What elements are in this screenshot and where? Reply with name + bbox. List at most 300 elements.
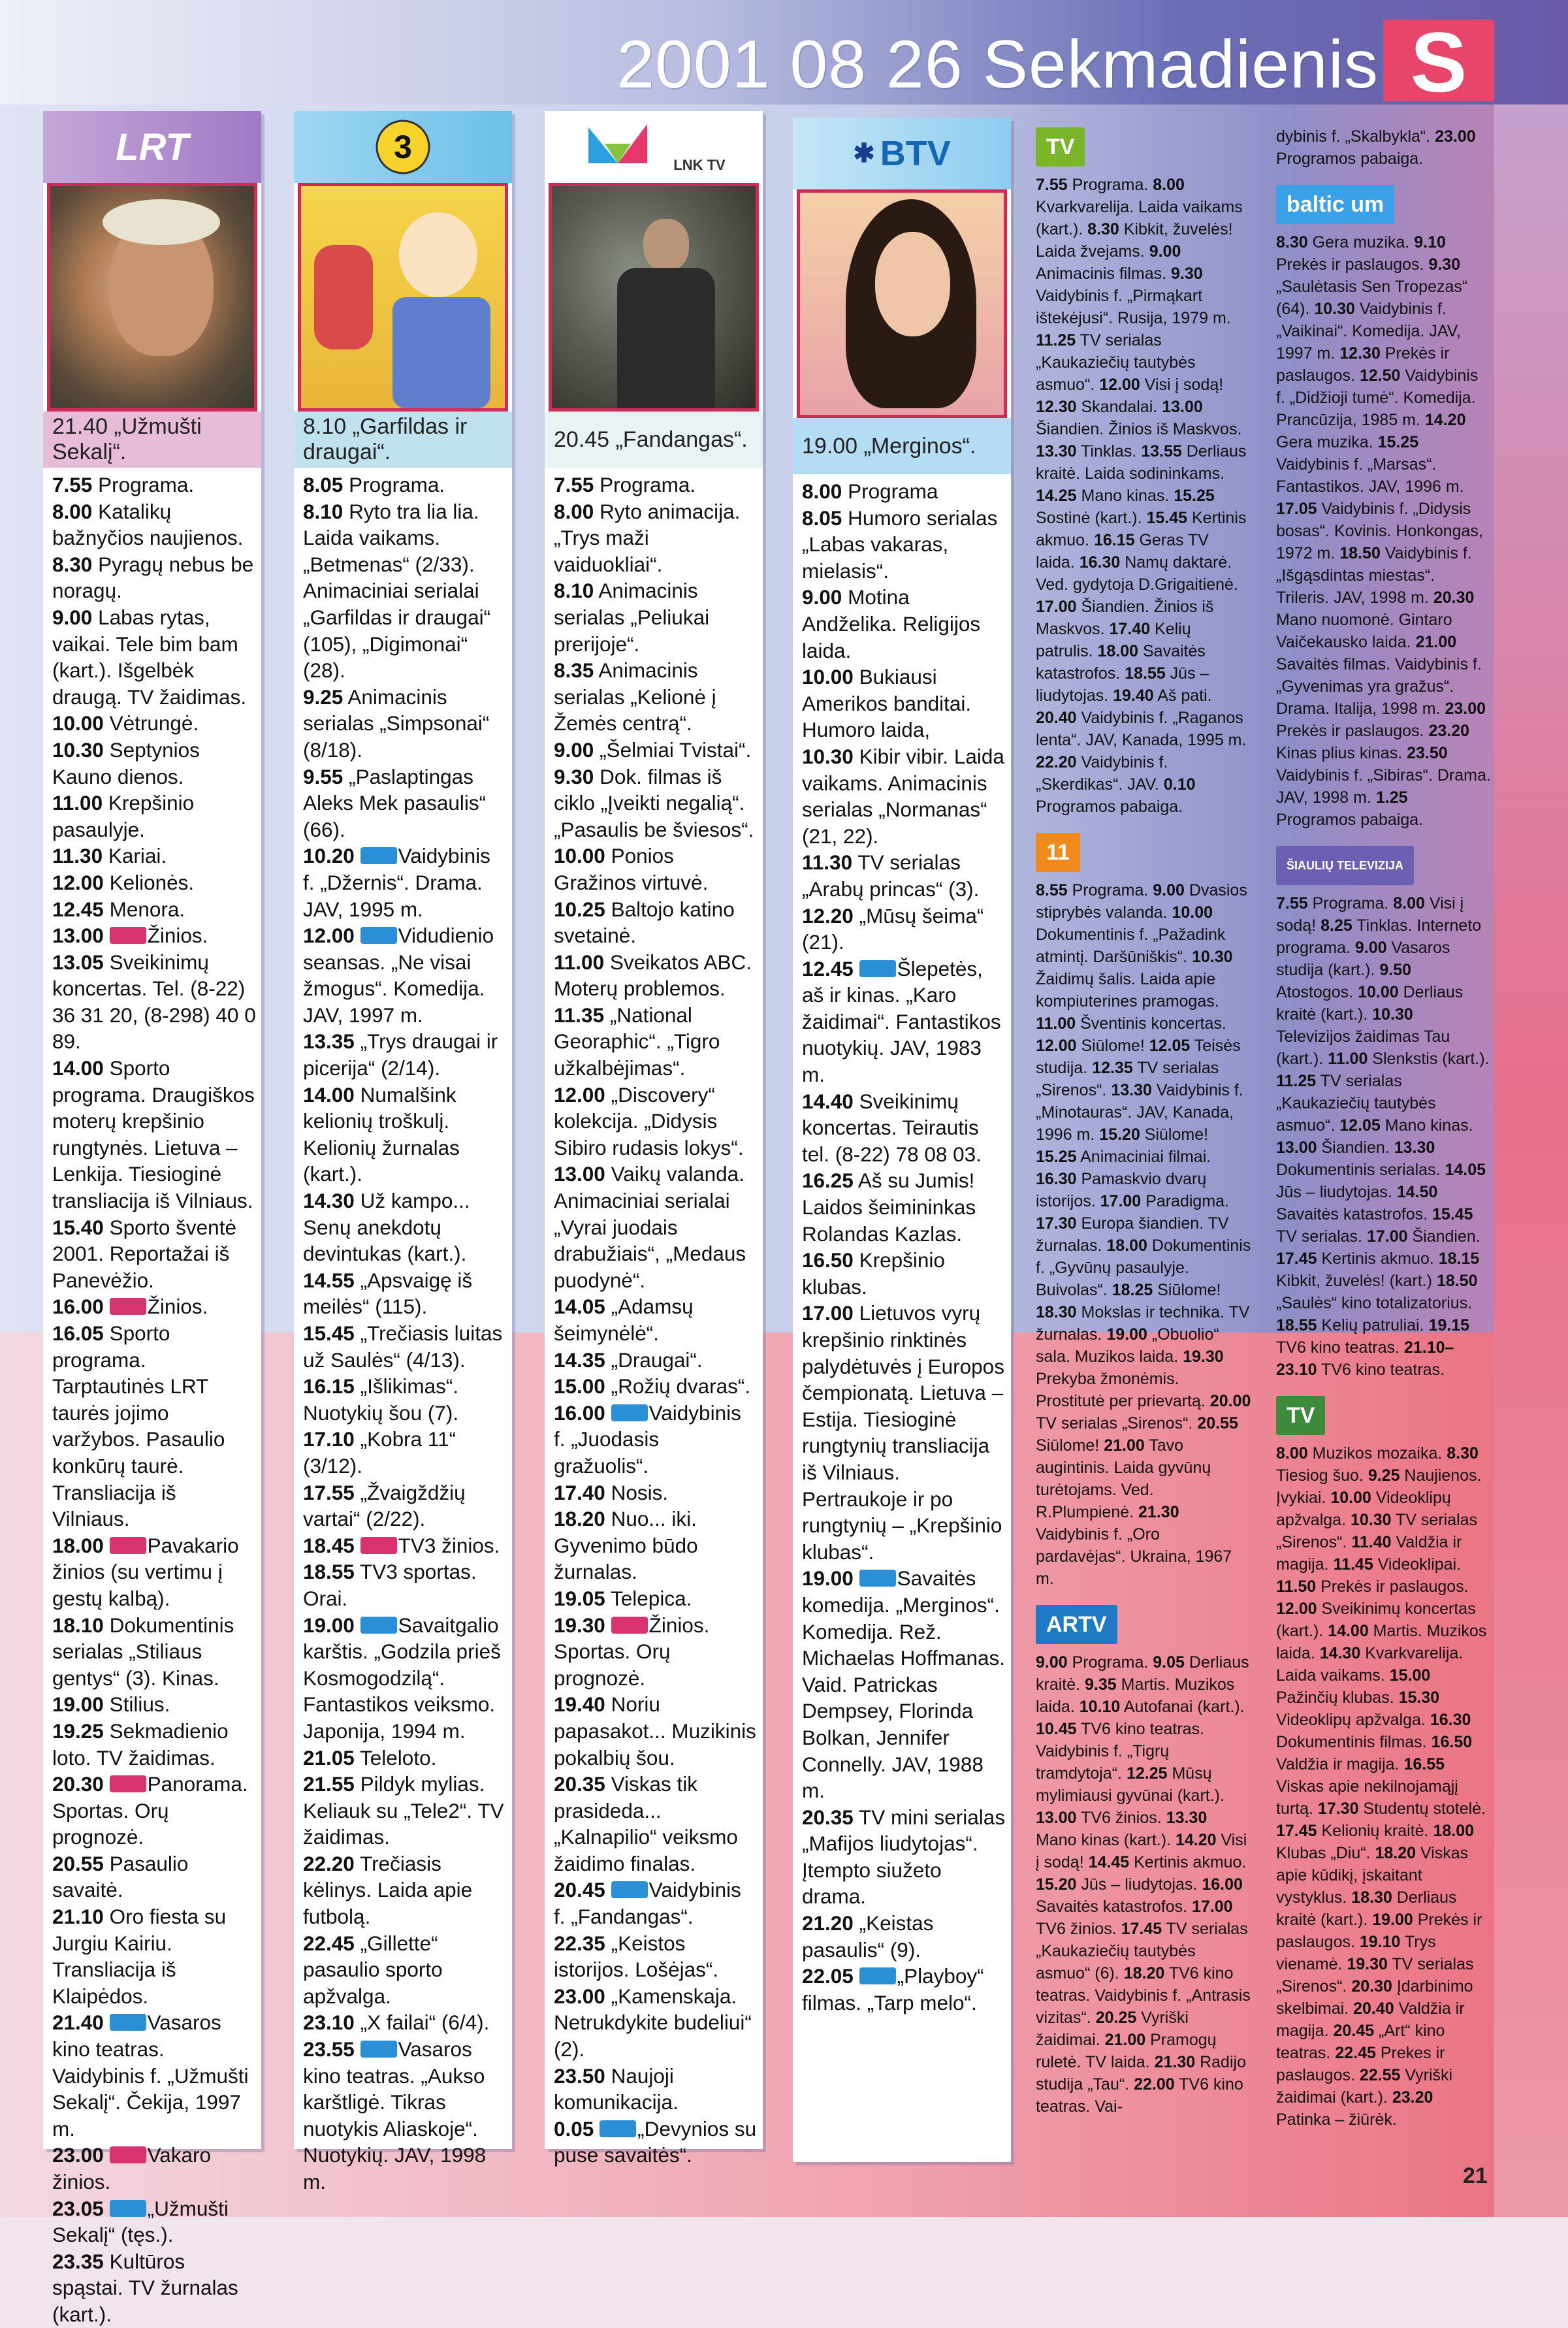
film-badge-icon — [611, 1881, 648, 1898]
regional-logo-text: ŠIAULIŲ TELEVIZIJA — [1276, 846, 1414, 885]
listing-time: 20.30 — [52, 1772, 104, 1796]
listing-title: Lietuvos vyrų krepšinio rinktinės palydėtuvės į Europos čempionatą. Lietuva – Estija. Tiesioginė rungtynių transliacija iš Vilniaus. Pertraukoje ir po rungtynių – „Krepšinio klubas“. — [802, 1301, 1004, 1564]
listing-entry — [52, 1851, 256, 1903]
portrait-hair — [103, 199, 220, 245]
listing-time: 17.00 — [802, 1301, 854, 1325]
listing-title: Sekmadienio loto. TV žaidimas. — [52, 1719, 229, 1770]
listing-time: 12.45 — [52, 897, 104, 921]
listing-title: Programa. — [349, 473, 445, 496]
channel-logo-lrt — [43, 111, 261, 183]
listing-title: TV mini serialas „Mafijos liudytojas“. Įtempto siužeto drama. — [802, 1805, 1006, 1909]
listing-time: 11.00 — [52, 791, 103, 815]
listing-title: Animacinis serialas „Peliukai prerijoje“. — [554, 579, 710, 656]
listing-title: Kultūros spąstai. TV žurnalas (kart.). — [52, 2249, 238, 2326]
listing-time: 19.40 — [554, 1692, 605, 1717]
listing-title: „Draugai“. — [611, 1348, 703, 1372]
listing-title: „Paslaptingas Aleks Mek pasaulis“ (66). — [303, 764, 487, 841]
listing-entry — [52, 1691, 256, 1718]
listing-entry — [303, 1082, 507, 1188]
listing-time: 23.00 — [554, 1984, 605, 2008]
listing-entry — [554, 1983, 758, 2063]
listing-title: Žinios. — [147, 1295, 208, 1319]
listing-time: 23.10 — [303, 2011, 355, 2035]
listing-time: 7.55 — [554, 473, 594, 496]
film-badge-icon — [859, 1570, 896, 1587]
listing-entry — [554, 1585, 758, 1612]
listing-time: 16.00 — [52, 1295, 104, 1319]
regional-channel-block — [1036, 124, 1251, 818]
regional-channel-logo — [1036, 124, 1251, 170]
listing-title: Panorama. Sportas. Orų prognozė. — [52, 1772, 248, 1849]
listing-title: „Trys draugai ir picerija“ (2/14). — [303, 1029, 498, 1080]
listing-time: 22.05 — [802, 1964, 854, 1988]
listing-title: Motina Andželika. Religijos laida. — [802, 585, 981, 662]
listing-entry — [303, 1267, 507, 1320]
regional-logo-text: TV — [1036, 127, 1085, 167]
listing-time: 12.45 — [802, 956, 854, 980]
listing-time: 23.05 — [52, 2196, 104, 2220]
listing-time: 9.00 — [554, 737, 594, 762]
listing-time: 18.00 — [52, 1533, 104, 1557]
listing-time: 14.40 — [802, 1089, 854, 1113]
listing-time: 22.45 — [303, 1931, 355, 1955]
cartoon-character-body — [392, 297, 490, 408]
listing-time: 14.05 — [554, 1295, 605, 1319]
listing-entry — [554, 896, 758, 949]
listing-title: Bukiausi Amerikos banditai. Humoro laida, — [802, 665, 972, 742]
listing-title: Telepica. — [611, 1586, 692, 1610]
listing-entry — [52, 1055, 256, 1214]
film-badge-icon — [360, 2041, 397, 2058]
regional-schedule-text: 7.55 Programa. 8.00 Kvarkvarelija. Laida vaikams (kart.). 8.30 Kibkit, žuvelės! Laida žvejams. 9.00 Animacinis filmas. 9.30 Vaidybinis f. „Pirmąkart ištekėjusi“. Rusija, 1979 m. 11.25 TV serialas „Kaukaziečių tautybės asmuo“. 12.00 Visi į sodą! 12.30 Skandalai. 13.00 Šiandien. Žinios iš Maskvos. 13.30 Tinklas. 13.55 Derliaus kraitė. Laida sodininkams. 14.25 Mano kinas. 15.25 Sostinė (kart.). 15.45 Kertinis akmuo. 16.15 Geras TV laida. 16.30 Namų daktarė. Ved. gydytoja D.Grigaitienė. 17.00 Šiandien. Žinios iš Maskvos. 17.40 Kelių patrulis. 18.00 Savaitės katastrofos. 18.55 Jūs – liudytojas. 19.40 Aš pati. 20.40 Vaidybinis f. „Raganos lenta“. JAV, Kanada, 1995 m. 22.20 Vaidybinis f. „Skerdikas“. JAV. 0.10 Programos pabaiga. — [1036, 176, 1247, 816]
listing-title: Aš su Jumis! Laidos šeimininkas Rolandas Kazlas. — [802, 1169, 976, 1246]
news-badge-icon — [611, 1617, 648, 1634]
listing-time: 17.55 — [303, 1480, 355, 1504]
listing-title: Labas rytas, vaikai. Tele bim bam (kart.). Išgelbėk draugą. TV žaidimas. — [52, 605, 247, 709]
listing-entry — [52, 1320, 256, 1532]
listing-title: Kelionės. — [109, 870, 195, 894]
listing-time: 8.05 — [802, 506, 842, 530]
channel-logo-btv — [793, 118, 1011, 189]
listing-time: 10.30 — [52, 737, 104, 762]
listing-time: 10.30 — [802, 744, 854, 768]
listing-time: 13.00 — [554, 1162, 605, 1186]
listing-entry — [554, 1612, 758, 1692]
listing-entry — [303, 1532, 507, 1559]
news-badge-icon — [110, 1775, 146, 1792]
channel-logo-lnk — [545, 111, 763, 183]
listing-entry — [52, 1293, 256, 1320]
listing-title: Savaitės komedija. „Merginos“. Komedija. Rež. Michaelas Hoffmanas. Vaid. Patrickas Dempsey, Florinda Bolkan, Jennifer Connelly. JAV, 1988 m. — [802, 1566, 1006, 1803]
btv-star-icon: ✱ — [853, 139, 875, 168]
listing-title: Noriu papasakot... Muzikinis pokalbių šou. — [554, 1692, 756, 1770]
listing-entry — [303, 1028, 507, 1081]
listing-title: Animacinis serialas „Simpsonai“ (8/18). — [303, 685, 490, 762]
listing-title: Dok. filmas iš ciklo „Įveikti negalią“. „Pasaulis be šviesos“. — [554, 764, 754, 841]
listing-entry — [554, 1691, 758, 1771]
listing-entry — [52, 2248, 256, 2328]
listing-title: Kariai. — [108, 844, 167, 868]
listing-entry — [554, 1293, 758, 1346]
listing-title: Pyragų nebus be noragų. — [52, 552, 254, 603]
listing-entry — [554, 1930, 758, 1983]
listing-title: „Kobra 11“ (3/12). — [303, 1427, 456, 1478]
film-badge-icon — [110, 2200, 146, 2217]
listing-time: 19.00 — [802, 1566, 854, 1591]
btv-logo-text: BTV — [880, 134, 951, 173]
listing-title: Naujoji komunikacija. — [554, 2063, 679, 2114]
listing-entry — [52, 498, 256, 551]
news-badge-icon — [110, 1298, 146, 1315]
listing-time: 12.00 — [554, 1082, 605, 1107]
regional-schedule-text: 9.00 Programa. 9.05 Derliaus kraitė. 9.35 Martis. Muzikos laida. 10.10 Autofanai (kart.). 10.45 TV6 kino teatras. Vaidybinis f. „Tigrų tramdytoja“. 12.25 Mūsų mylimiausi gyvūnai (kart.). 13.00 TV6 žinios. 13.30 Mano kinas (kart.). 14.20 Visi į sodą! 14.45 Kertinis akmuo. 15.20 Jūs – liudytojas. 16.00 Savaitės katastrofos. 17.00 TV6 žinios. 17.45 TV serialas „Kaukaziečių tautybės asmuo“ (6). 18.20 TV6 kino teatras. Vaidybinis f. „Antrasis vizitas“. 20.25 Vyriški žaidimai. 21.00 Pramogų ruletė. TV laida. 21.30 Radijo studija „Tau“. 22.00 TV6 kino teatras. Vai- — [1036, 1653, 1251, 2116]
listing-title: Numalšink kelionių troškulį. Kelionių žurnalas (kart.). — [303, 1082, 460, 1186]
listing-time: 8.00 — [52, 499, 93, 523]
listing-entry — [52, 604, 256, 710]
listing-time: 14.00 — [52, 1056, 104, 1080]
listing-title: Menora. — [109, 897, 185, 921]
listings-btv — [793, 474, 1011, 2016]
listing-entry — [554, 737, 758, 764]
listing-title: „Devynios su puse savaitės“. — [554, 2116, 757, 2167]
listing-time: 18.20 — [554, 1507, 605, 1531]
listing-title: „Adamsų šeimynėlė“. — [554, 1295, 694, 1345]
listing-entry — [554, 577, 758, 657]
listing-entry — [554, 1161, 758, 1293]
listing-title: Ryto animacija. „Trys maži vaiduokliai“. — [554, 499, 741, 576]
listing-time: 22.20 — [303, 1851, 355, 1875]
listing-time: 22.35 — [554, 1931, 605, 1955]
listing-entry — [52, 1903, 256, 2009]
listing-title: Pavakario žinios (su vertimu į gestų kalbą). — [52, 1533, 239, 1610]
film-badge-icon — [859, 1967, 896, 1984]
listing-entry — [554, 843, 758, 896]
listing-time: 21.55 — [303, 1772, 355, 1796]
listing-entry — [802, 743, 1006, 849]
listing-time: 10.00 — [802, 665, 854, 689]
listing-entry — [802, 1910, 1006, 1963]
listing-time: 19.05 — [554, 1586, 605, 1610]
listing-entry — [802, 584, 1006, 664]
listing-time: 12.00 — [52, 870, 104, 894]
regional-column-left — [1036, 124, 1251, 2129]
listing-entry — [52, 2009, 256, 2142]
featured-caption-lrt — [43, 412, 261, 468]
listing-time: 16.00 — [554, 1400, 605, 1425]
listing-time: 12.00 — [303, 924, 355, 948]
listing-entry — [303, 1559, 507, 1611]
listing-time: 14.30 — [303, 1189, 355, 1213]
listing-time: 15.45 — [303, 1321, 355, 1345]
listing-title: Programa. — [600, 473, 696, 496]
listing-title: Nosis. — [611, 1480, 669, 1504]
regional-schedule-text: 8.00 Muzikos mozaika. 8.30 Tiesiog šuo. 9.25 Naujienos. Įvykiai. 10.00 Videoklipų apžvalga. 10.30 TV serialas „Sirenos“. 11.40 Valdžia ir magija. 11.45 Videoklipai. 11.50 Prekės ir paslaugos. 12.00 Sveikinimų koncertas (kart.). 14.00 Martis. Muzikos laida. 14.30 Kvarkvarelija. Laida vaikams. 15.00 Pažinčių klubas. 15.30 Videoklipų apžvalga. 16.30 Dokumentinis filmas. 16.50 Valdžia ir magija. 16.55 Viskas apie nekilnojamąjį turtą. 17.30 Studentų stotelė. 17.45 Kelionių kraitė. 18.00 Klubas „Diu“. 18.20 Viskas apie kūdikį, įskaitant vystyklus. 18.30 Derliaus kraitė (kart.). 19.00 Prekės ir paslaugos. 19.10 Trys vienamė. 19.30 TV serialas „Sirenos“. 20.30 Įdarbinimo skelbimai. 20.40 Valdžia ir magija. 20.45 „Art“ kino teatras. 22.45 Prekes ir paslaugos. 22.55 Vyriški žaidimai (kart.). 23.20 Patinka – žiūrėk. — [1276, 1444, 1487, 2129]
listing-title: „National Georaphic“. „Tigro užkalbėjimas“. — [554, 1003, 720, 1080]
listing-title: Sveikinimų koncertas. Tel. (8-22) 36 31 20, (8-298) 40 0 89. — [52, 950, 256, 1054]
listing-entry — [52, 737, 256, 790]
actor-face — [643, 219, 689, 271]
listing-time: 23.55 — [303, 2037, 355, 2061]
listing-title: „Playboy“ filmas. „Tarp melo“. — [802, 1964, 984, 2014]
listing-title: „Šelmiai Tvistai“. — [600, 737, 752, 762]
listing-entry — [554, 1506, 758, 1585]
regional-channel-logo — [1036, 830, 1251, 875]
listing-title: Sporto šventė 2001. Reportažai iš Panevėžio. — [52, 1215, 236, 1292]
listing-entry — [554, 1082, 758, 1161]
listing-entry — [554, 1771, 758, 1877]
film-badge-icon — [611, 1404, 648, 1421]
listing-time: 16.50 — [802, 1248, 854, 1272]
listing-entry — [52, 790, 256, 843]
listing-time: 15.00 — [554, 1374, 605, 1398]
day-letter: S — [1410, 14, 1467, 110]
listing-time: 10.00 — [52, 711, 104, 736]
featured-caption-text: 8.10 „Garfildas ir draugai“. — [303, 414, 468, 464]
listing-entry — [52, 949, 256, 1055]
listings-lnk — [545, 468, 763, 2169]
listing-entry — [303, 498, 507, 684]
listing-time: 18.10 — [52, 1613, 104, 1637]
actor-body — [617, 268, 715, 412]
regional-channel-block — [1276, 182, 1492, 831]
listing-entry — [303, 1320, 507, 1373]
listing-entry — [554, 2063, 758, 2116]
actress-face — [875, 232, 950, 336]
channel-column-tv3 — [294, 111, 512, 2193]
listing-entry — [802, 1565, 1006, 1803]
listing-time: 20.55 — [52, 1851, 104, 1875]
listing-title: Septynios Kauno dienos. — [52, 737, 200, 788]
listing-entry — [303, 1426, 507, 1479]
listing-title: TV serialas „Arabų princas“ (3). — [802, 850, 980, 901]
listing-time: 18.45 — [303, 1533, 355, 1557]
listing-time: 10.20 — [303, 844, 355, 868]
listing-time: 0.05 — [554, 2116, 594, 2141]
news-badge-icon — [110, 1537, 146, 1554]
featured-caption-text: 20.45 „Fandangas“. — [554, 427, 748, 452]
listing-time: 21.05 — [303, 1745, 355, 1770]
listing-time: 19.30 — [554, 1613, 605, 1637]
listing-title: Katalikų bažnyčios naujienos. — [52, 499, 244, 550]
listing-time: 17.10 — [303, 1427, 355, 1451]
listing-title: Krepšinio pasaulyje. — [52, 791, 195, 841]
listing-time: 21.20 — [802, 1911, 854, 1935]
listing-entry — [52, 1214, 256, 1294]
listing-entry — [52, 2195, 256, 2248]
listing-time: 8.00 — [802, 479, 842, 503]
film-badge-icon — [110, 2014, 146, 2031]
listing-title: Kibir vibir. Laida vaikams. Animacinis serialas „Normanas“ (21, 22). — [802, 744, 1004, 848]
listing-entry — [303, 684, 507, 764]
listing-time: 21.10 — [52, 1905, 104, 1929]
listing-entry — [303, 1188, 507, 1267]
listing-title: Ponios Gražinos virtuvė. — [554, 844, 709, 894]
lnk-logo-text: LNK TV — [673, 156, 726, 173]
regional-channel-block — [1276, 1393, 1492, 2131]
listing-time: 21.40 — [52, 2011, 104, 2035]
channel-column-lnk — [545, 111, 763, 2167]
listing-time: 17.40 — [554, 1480, 605, 1504]
listing-entry — [52, 1718, 256, 1771]
regional-schedule-text: 8.55 Programa. 9.00 Dvasios stiprybės valanda. 10.00 Dokumentinis f. „Pažadink atmintį. Daršūniškis“. 10.30 Žaidimų šalis. Laida apie kompiuterines pramogas. 11.00 Šventinis koncertas. 12.00 Siūlome! 12.05 Teisės studija. 12.35 TV serialas „Sirenos“. 13.30 Vaidybinis f. „Minotauras“. JAV, Kanada, 1996 m. 15.20 Siūlome! 15.25 Animaciniai filmai. 16.30 Pamaskvio dvarų istorijos. 17.00 Paradigma. 17.30 Europa šiandien. TV žurnalas. 18.00 Dokumentinis f. „Gyvūnų pasaulyje. Buivolas“. 18.25 Siūlome! 18.30 Mokslas ir technika. TV žurnalas. 19.00 „Obuolio“ sala. Muzikos laida. 19.30 Prekyba žmonėmis. Prostitutė per prievartą. 20.00 TV serialas „Sirenos“. 20.55 Siūlome! 21.00 Tavo augintinis. Laida gyvūnų turėtojams. Ved. R.Plumpienė. 21.30 Vaidybinis f. „Oro pardavėjas“. Ukraina, 1967 m. — [1036, 881, 1251, 1588]
featured-caption-text: 21.40 „Užmušti Sekalį“. — [52, 414, 202, 464]
listing-entry — [802, 1300, 1006, 1565]
listing-title: Sporto programa. Tarptautinės LRT taurės jojimo varžybos. Pasaulio konkūrų taurė. Transliacija iš Vilniaus. — [52, 1321, 225, 1531]
listing-entry — [554, 1347, 758, 1374]
listing-entry — [52, 922, 256, 949]
regional-logo-text: ARTV — [1036, 1605, 1117, 1644]
listing-title: Sveikatos ABC. Moterų problemos. — [554, 950, 752, 1001]
news-badge-icon — [110, 2146, 146, 2163]
listing-time: 13.35 — [303, 1029, 355, 1054]
listing-time: 8.05 — [303, 473, 344, 496]
listing-title: Programa — [848, 479, 938, 503]
listing-entry — [303, 2009, 507, 2036]
listing-time: 8.10 — [303, 499, 344, 523]
listing-time: 16.25 — [802, 1169, 854, 1193]
regional-schedule-text: 7.55 Programa. 8.00 Visi į sodą! 8.25 Tinklas. Interneto programa. 9.00 Vasaros studija (kart.). 9.50 Atostogos. 10.00 Derliaus kraitė (kart.). 10.30 Televizijos žaidimas Tau (kart.). 11.00 Slenkstis (kart.). 11.25 TV serialas „Kaukaziečių tautybės asmuo“. 12.05 Mano kinas. 13.00 Šiandien. 13.30 Dokumentinis serialas. 14.05 Jūs – liudytojas. 14.50 Savaitės katastrofos. 15.45 TV serialas. 17.00 Šiandien. 17.45 Kertinis akmuo. 18.15 Kibkit, žuvelės! (kart.) 18.50 „Saulės“ kino totalizatorius. 18.55 Kelių patruliai. 19.15 TV6 kino teatras. 21.10–23.10 TV6 kino teatras. — [1276, 894, 1490, 1379]
cartoon-character-red — [314, 245, 373, 349]
listing-title: „Kamenskaja. Netrukdykite budeliui“ (2). — [554, 1984, 752, 2061]
listing-time: 11.00 — [554, 950, 605, 974]
listing-title: Sporto programa. Draugiškos moterų krepšinio rungtynės. Lietuva – Lenkija. Tiesioginė transliacija iš Vilniaus. — [52, 1056, 255, 1213]
listing-title: Teleloto. — [360, 1745, 437, 1770]
regional-column-right — [1276, 125, 1492, 2142]
listing-time: 19.00 — [52, 1692, 104, 1717]
listing-entry — [802, 1804, 1006, 1910]
listing-title: Nuo... iki. Gyvenimo būdo žurnalas. — [554, 1507, 698, 1584]
listing-entry — [554, 657, 758, 737]
listing-time: 8.35 — [554, 658, 594, 683]
listing-entry — [802, 505, 1006, 585]
listing-entry — [303, 764, 507, 843]
featured-caption-btv — [793, 418, 1011, 474]
listing-title: Pasaulio savaitė. — [52, 1851, 189, 1902]
listing-entry — [303, 1373, 507, 1426]
listing-time: 11.30 — [802, 850, 853, 875]
listing-time: 10.00 — [554, 844, 605, 868]
listing-title: Pildyk mylias. Keliauk su „Tele2“. TV žaidimas. — [303, 1772, 504, 1849]
listing-time: 7.55 — [52, 473, 93, 496]
channel-column-btv — [793, 118, 1011, 2162]
listing-title: Viskas tik prasideda... „Kalnapilio“ veiksmo žaidimo finalas. — [554, 1772, 738, 1875]
regional-channel-logo — [1036, 1602, 1251, 1647]
listing-entry — [303, 922, 507, 1028]
listing-title: „Mūsų šeima“ (21). — [802, 903, 984, 954]
listing-entry — [554, 472, 758, 498]
listing-entry — [554, 1002, 758, 1082]
film-badge-icon — [600, 2120, 636, 2137]
listing-title: TV3 sportas. Orai. — [303, 1560, 477, 1610]
listing-time: 23.35 — [52, 2249, 104, 2273]
tv3-logo-number: 3 — [394, 129, 412, 165]
listing-time: 8.00 — [554, 499, 594, 523]
listing-entry — [52, 1771, 256, 1851]
listing-title: Žinios. — [147, 924, 208, 948]
listing-title: Krepšinio klubas. — [802, 1248, 945, 1299]
listing-time: 23.50 — [554, 2063, 605, 2088]
listing-title: „X failai“ (6/4). — [360, 2011, 490, 2035]
listing-title: Žinios. Sportas. Orų prognozė. — [554, 1613, 710, 1690]
regional-logo-text: baltic um — [1276, 185, 1394, 224]
program-photo-lrt — [47, 183, 257, 412]
listing-time: 15.40 — [52, 1215, 104, 1239]
listing-entry — [303, 1771, 507, 1851]
listing-entry — [554, 1479, 758, 1506]
listing-entry — [52, 472, 256, 498]
channel-column-lrt — [43, 111, 261, 2326]
listing-time: 19.00 — [303, 1613, 355, 1637]
listing-time: 8.10 — [554, 579, 594, 603]
featured-caption-lnk — [545, 412, 763, 468]
listing-title: Vakaro žinios. — [52, 2143, 212, 2193]
news-badge-icon — [110, 927, 146, 944]
listing-entry — [554, 2116, 758, 2169]
regional-schedule-text: dybinis f. „Skalbykla“. 23.00 Programos pabaiga. — [1276, 127, 1476, 168]
listing-entry — [52, 843, 256, 869]
listing-entry — [52, 1532, 256, 1612]
listing-title: Humoro serialas „Labas vakaras, mielasis“. — [802, 506, 998, 583]
listing-title: Stilius. — [109, 1692, 170, 1717]
listing-entry — [52, 551, 256, 604]
side-strip — [1494, 0, 1568, 2217]
listing-entry — [303, 843, 507, 922]
listing-title: Vaikų valanda. Animaciniai serialai „Vyrai juodais drabužiais“, „Medaus puodynė“. — [554, 1162, 746, 1292]
listing-time: 16.05 — [52, 1321, 104, 1345]
film-badge-icon — [859, 960, 896, 977]
listing-title: Dokumentinis serialas „Stiliaus gentys“ (3). Kinas. — [52, 1613, 234, 1690]
listing-entry — [52, 710, 256, 737]
listing-time: 14.00 — [303, 1082, 355, 1107]
listing-title: Vasaros kino teatras. Vaidybinis f. „Užmušti Sekalį“. Čekija, 1997 m. — [52, 2011, 249, 2141]
listing-entry — [802, 903, 1006, 956]
listing-title: „Gillette“ pasaulio sporto apžvalga. — [303, 1931, 443, 2008]
listing-title: Savaitgalio karštis. „Godzila prieš Kosmogodzilą“. Fantastikos veiksmo. Japonija, 1994 m. — [303, 1613, 501, 1743]
listing-entry — [802, 1247, 1006, 1300]
listing-title: Vaidybinis f. „Juodasis gražuolis“. — [554, 1400, 741, 1478]
listing-entry — [303, 2036, 507, 2195]
regional-channel-block — [1276, 843, 1492, 1381]
listing-time: 8.30 — [52, 552, 93, 576]
listing-time: 10.25 — [554, 897, 605, 921]
listing-title: „Keistas pasaulis“ (9). — [802, 1911, 934, 1962]
listing-time: 13.00 — [52, 924, 104, 948]
listing-entry — [802, 956, 1006, 1088]
listing-time: 9.30 — [554, 764, 594, 788]
listing-title: Vėtrungė. — [109, 711, 199, 736]
regional-channel-logo — [1276, 1393, 1492, 1438]
listings-tv3 — [294, 468, 512, 2195]
listing-title: TV3 žinios. — [398, 1533, 500, 1557]
listing-title: Animacinis serialas „Kelionė į Žemės centrą“. — [554, 658, 716, 736]
program-photo-tv3 — [298, 183, 508, 412]
regional-channel-block — [1036, 830, 1251, 1590]
listing-entry — [52, 1612, 256, 1692]
listing-entry — [303, 1612, 507, 1745]
listing-entry — [52, 869, 256, 896]
listing-title: „Žvaigždžių vartai“ (2/22). — [303, 1480, 466, 1531]
listing-time: 11.35 — [554, 1003, 605, 1027]
listing-time: 11.30 — [52, 844, 103, 868]
listing-title: Vaidybinis f. „Džernis“. Drama. JAV, 1995 m. — [303, 844, 490, 921]
program-photo-btv — [797, 189, 1007, 418]
listing-entry — [554, 764, 758, 843]
film-badge-icon — [360, 847, 397, 864]
listings-lrt — [43, 468, 261, 2328]
listing-entry — [802, 849, 1006, 902]
listing-title: „Discovery“ kolekcija. „Didysis Sibiro rudasis lokys“. — [554, 1082, 744, 1159]
listing-title: Už kampo... Senų anekdotų devintukas (kart.). — [303, 1189, 470, 1266]
